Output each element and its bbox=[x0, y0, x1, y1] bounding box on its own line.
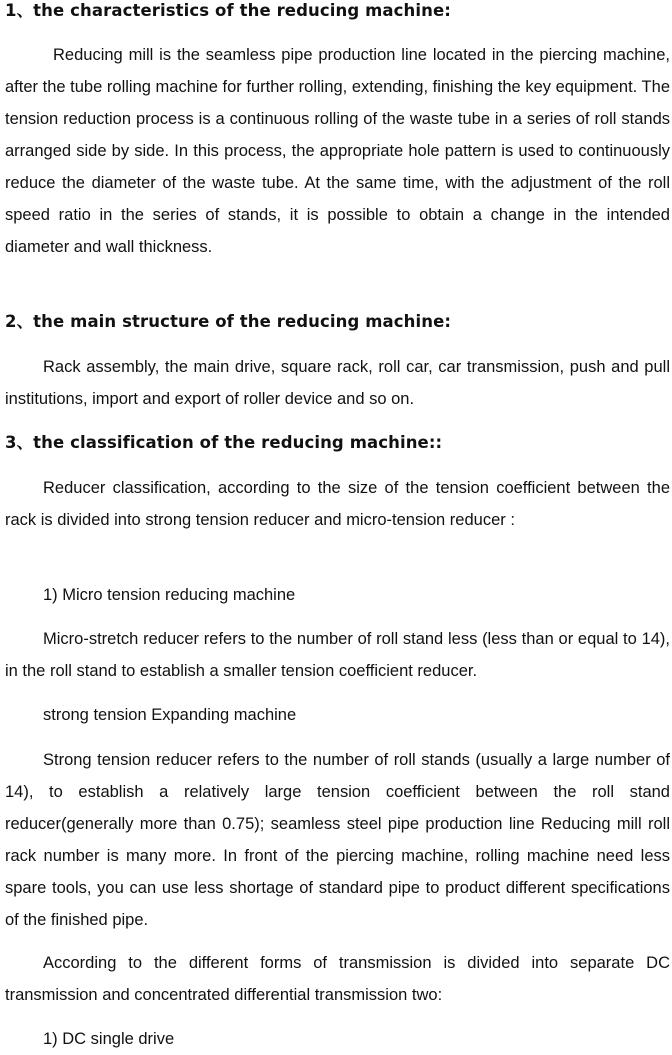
section-heading-main-structure: 2、the main structure of the reducing machine: bbox=[5, 312, 452, 331]
list-item-micro-tension: 1) Micro tension reducing machine bbox=[43, 586, 296, 604]
paragraph-main-structure: Rack assembly, the main drive, square rack, roll car, car transmission, push and pull institutions, import and export of roller device and so on. bbox=[5, 358, 670, 408]
section-heading-classification: 3、the classification of the reducing machine:: bbox=[5, 433, 443, 452]
paragraph-micro-tension: Micro-stretch reducer refers to the number of roll stand less (less than or equal to 14), in the roll stand to establish a smaller tension coefficient reducer. bbox=[5, 630, 670, 680]
paragraph-transmission: According to the different forms of transmission is divided into separate DC transmission and concentrated differential transmission two: bbox=[5, 954, 670, 1004]
list-item-dc-single-drive: 1) DC single drive bbox=[43, 1030, 175, 1048]
paragraph-classification: Reducer classification, according to the size of the tension coefficient between the rack is divided into strong tension reducer and micro-tension reducer : bbox=[5, 479, 670, 529]
paragraph-characteristics: Reducing mill is the seamless pipe production line located in the piercing machine, after the tube rolling machine for further rolling, extending, finishing the key equipment. The tension reduction process is a continuous rolling of the waste tube in a series of roll stands arranged side by side. In this process, the appropriate hole pattern is used to continuously reduce the diameter of the waste tube. At the same time, with the adjustment of the roll speed ratio in the series of stands, it is possible to obtain a change in the intended diameter and wall thickness. bbox=[5, 46, 670, 256]
paragraph-strong-tension: Strong tension reducer refers to the number of roll stands (usually a large number of 14), to establish a relatively large tension coefficient between the roll stand reducer(generally more than 0.75); seamless steel pipe production line Reducing mill roll rack number is many more. In front of the piercing machine, rolling machine need less spare tools, you can use less shortage of standard pipe to product different specifications of the finished pipe. bbox=[5, 751, 670, 929]
section-heading-characteristics: 1、the characteristics of the reducing machine: bbox=[5, 1, 451, 20]
list-item-strong-tension: strong tension Expanding machine bbox=[43, 706, 297, 724]
